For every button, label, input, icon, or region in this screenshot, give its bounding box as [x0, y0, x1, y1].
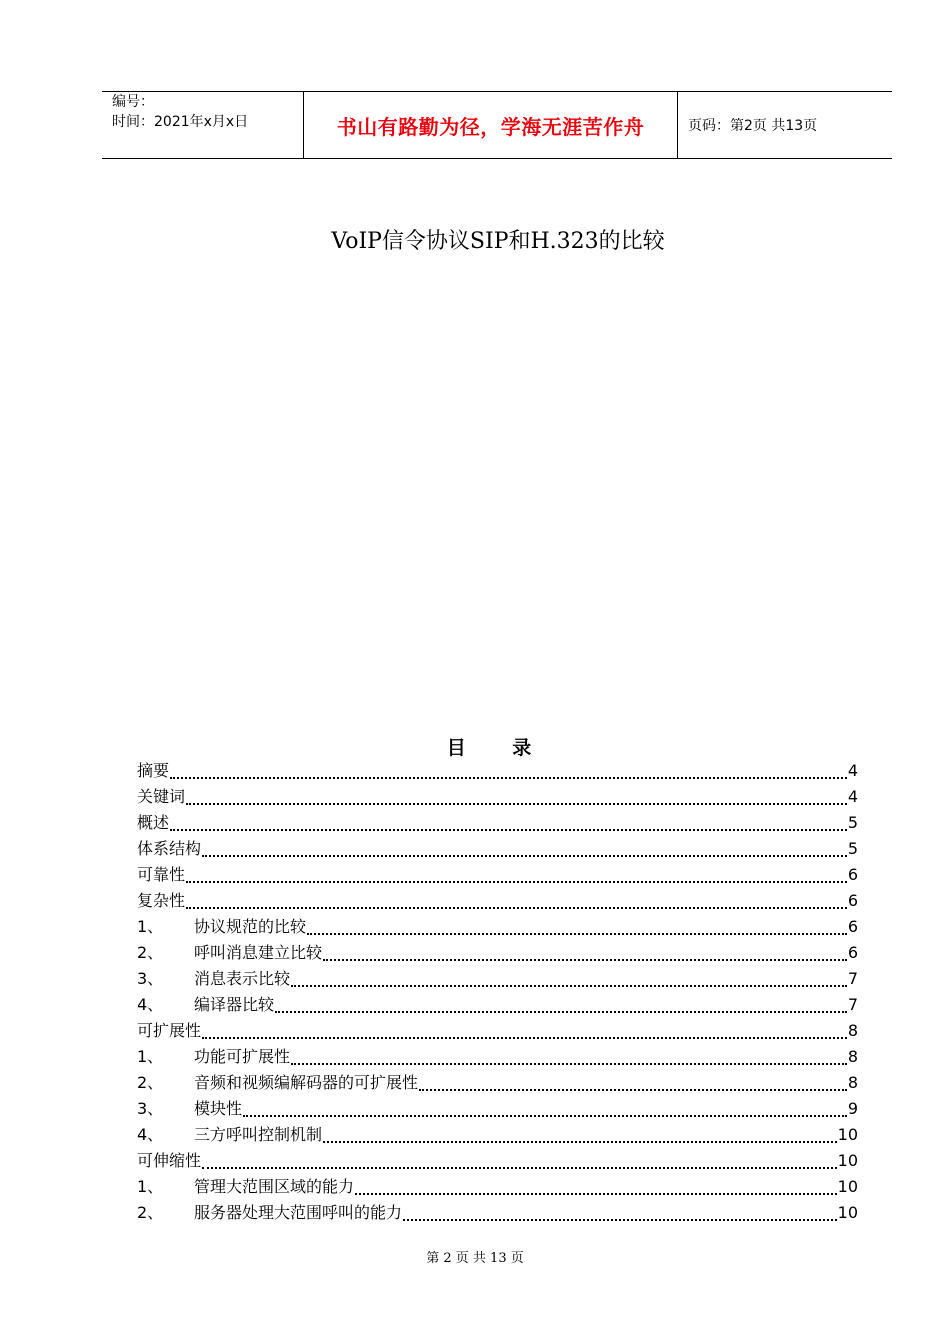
toc-entry-title: 可扩展性 — [137, 1021, 202, 1040]
toc-dot-leader — [307, 933, 847, 935]
toc-entry-page: 6 — [847, 865, 858, 884]
toc-entry-number: 4、 — [137, 1125, 164, 1144]
toc-entry-page: 4 — [847, 761, 858, 780]
toc-entry-number: 2、 — [137, 943, 164, 962]
toc-entry-page: 10 — [837, 1151, 858, 1170]
toc-entry[interactable] — [137, 966, 858, 992]
toc-entry-page: 8 — [847, 1047, 858, 1066]
toc-dot-leader — [291, 1063, 847, 1065]
toc-dot-leader — [275, 1011, 847, 1013]
toc-dot-leader — [170, 829, 847, 831]
motto-text: 书山有路勤为径，学海无涯苦作舟 — [336, 114, 645, 139]
toc-entry-title: 协议规范的比较 — [194, 917, 307, 936]
toc-entry-page: 7 — [847, 995, 858, 1014]
toc-entry-page: 6 — [847, 891, 858, 910]
toc-entry[interactable] — [137, 1096, 858, 1122]
toc-dot-leader — [419, 1089, 847, 1091]
toc-entry-number: 1、 — [137, 1047, 164, 1066]
toc-entry-title: 摘要 — [137, 761, 170, 780]
toc-entry[interactable] — [137, 1174, 858, 1200]
toc-entry[interactable] — [137, 888, 858, 914]
toc-entry-page: 8 — [847, 1021, 858, 1040]
toc-entry[interactable] — [137, 1122, 858, 1148]
header-motto-cell — [304, 92, 678, 158]
toc-entry-page: 6 — [847, 943, 858, 962]
toc-dot-leader — [355, 1193, 837, 1195]
toc-entry[interactable] — [137, 914, 858, 940]
toc-entry[interactable] — [137, 1044, 858, 1070]
toc-heading: 目 录 — [446, 737, 552, 759]
toc-entry-title: 编译器比较 — [194, 995, 275, 1014]
toc-dot-leader — [186, 881, 847, 883]
toc-entry-title: 呼叫消息建立比较 — [194, 943, 323, 962]
toc-entry-title: 概述 — [137, 813, 170, 832]
toc-entry-title: 三方呼叫控制机制 — [194, 1125, 323, 1144]
page-header — [102, 91, 892, 159]
header-meta-cell — [102, 92, 304, 158]
toc-entry-title: 功能可扩展性 — [194, 1047, 291, 1066]
toc-entry-title: 管理大范围区域的能力 — [194, 1177, 355, 1196]
toc-entry-page: 5 — [847, 839, 858, 858]
toc-entry-title: 服务器处理大范围呼叫的能力 — [194, 1203, 403, 1222]
toc-dot-leader — [186, 907, 847, 909]
toc-dot-leader — [323, 1141, 837, 1143]
toc-dot-leader — [202, 1167, 837, 1169]
toc-entry[interactable] — [137, 1018, 858, 1044]
toc-entry-page: 10 — [837, 1177, 858, 1196]
toc-dot-leader — [202, 1037, 847, 1039]
toc-entry[interactable] — [137, 784, 858, 810]
toc-entry-page: 5 — [847, 813, 858, 832]
toc-entry-number: 2、 — [137, 1073, 164, 1092]
toc-dot-leader — [291, 985, 847, 987]
toc-entry-page: 4 — [847, 787, 858, 806]
page-footer: 第 2 页 共 13 页 — [426, 1251, 524, 1266]
document-title: VoIP信令协议SIP和H.323的比较 — [331, 229, 665, 254]
toc-entry[interactable] — [137, 1070, 858, 1096]
toc-dot-leader — [202, 855, 847, 857]
toc-entry-title: 音频和视频编解码器的可扩展性 — [194, 1073, 419, 1092]
toc-entry[interactable] — [137, 992, 858, 1018]
header-page-cell — [678, 92, 892, 158]
toc-dot-leader — [170, 777, 847, 779]
toc-entry-page: 7 — [847, 969, 858, 988]
toc-entry-page: 8 — [847, 1073, 858, 1092]
toc-entry-page: 10 — [837, 1125, 858, 1144]
toc-entry[interactable] — [137, 758, 858, 784]
toc-entry[interactable] — [137, 940, 858, 966]
toc-entry[interactable] — [137, 810, 858, 836]
toc-entry-title: 可伸缩性 — [137, 1151, 202, 1170]
toc-dot-leader — [243, 1115, 847, 1117]
toc-entry-number: 3、 — [137, 1099, 164, 1118]
toc-dot-leader — [186, 803, 847, 805]
toc-entry-number: 4、 — [137, 995, 164, 1014]
toc-entry-title: 复杂性 — [137, 891, 186, 910]
page-info: 页码：第2页 共13页 — [688, 118, 818, 134]
toc-entry[interactable] — [137, 836, 858, 862]
table-of-contents — [137, 758, 858, 1226]
toc-entry-page: 6 — [847, 917, 858, 936]
toc-entry-title: 可靠性 — [137, 865, 186, 884]
number-label: 编号： — [112, 94, 154, 110]
toc-dot-leader — [323, 959, 847, 961]
toc-entry[interactable] — [137, 862, 858, 888]
toc-entry-number: 1、 — [137, 1177, 164, 1196]
toc-entry-title: 模块性 — [194, 1099, 243, 1118]
toc-entry-number: 3、 — [137, 969, 164, 988]
toc-entry-number: 2、 — [137, 1203, 164, 1222]
toc-entry-page: 9 — [847, 1099, 858, 1118]
toc-entry[interactable] — [137, 1148, 858, 1174]
toc-entry[interactable] — [137, 1200, 858, 1226]
toc-entry-title: 关键词 — [137, 787, 186, 806]
toc-entry-page: 10 — [837, 1203, 858, 1222]
toc-entry-title: 消息表示比较 — [194, 969, 291, 988]
toc-dot-leader — [403, 1219, 837, 1221]
time-label: 时间：2021年x月x日 — [112, 114, 249, 130]
toc-entry-title: 体系结构 — [137, 839, 202, 858]
toc-entry-number: 1、 — [137, 917, 164, 936]
